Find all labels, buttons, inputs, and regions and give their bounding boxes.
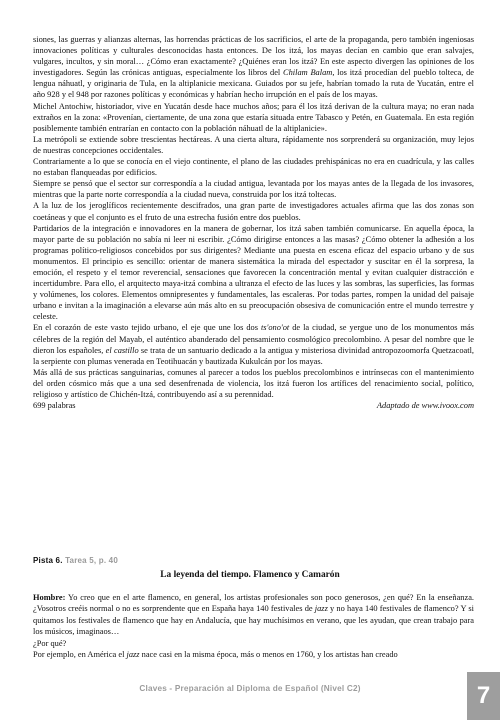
paragraph-7: Partidarios de la integración e innovadores en la manera de gobernar, los itzá saben también comunicarse. En aquella época, la mayor parte de su población no sabía ni leer ni escribir. ¿Cómo dirigirse entonces a las masas? ¿Cómo obtener la adhesión a los programas político-religiosos concebidos por sus dirigentes? Mediante una puesta en escena eficaz del espacio urbano y de sus monumentos. El principio es sencillo: orientar de manera sistemática la mirada del espectador y suscitar en él la sorpresa, la emoción, el respeto y el temor reverencial, sensaciones que favorecen la concentración mental y evitan cualquier distracción e incertidumbre. Para ello, el arquitecto maya-itzá combina a ultranza el efecto de las luces y las sombras, las superficies, las formas y volúmenes, los colores. Elementos omnipresentes y fundamentales, las escaleras. Por todas partes, rompen la unidad del paisaje urbano e invitan a la imaginación a elevarse aún más alto en su preocupación obsesiva de comunicación entre el mundo terrestre y celeste. — [33, 223, 474, 322]
page-number: 7 — [476, 682, 491, 709]
track-heading — [33, 556, 118, 565]
paragraph-6: A la luz de los jeroglíficos recientemente descifrados, una gran parte de investigadores actuales afirma que las dos zonas son coetáneas y que el conjunto es el fruto de una estrecha fusión entre dos pueblos. — [33, 201, 474, 222]
page-footer: Claves - Preparación al Diploma de Español (Nivel C2) — [139, 684, 361, 693]
paragraph-2: Michel Antochiw, historiador, vive en Yucatán desde hace muchos años; para él los itzá derivan de la cultura maya; no eran nada extraños en la zona: «Provenían, ciertamente, de una zona que estaría situada entre Tabasco y Petén, en Guatemala. En esta región posiblemente también entrarían en contacto con la población náhuatl de la altiplanicie». — [33, 101, 474, 133]
speaker-label: Hombre: — [33, 593, 66, 602]
dialog-text: Yo creo que en el arte flamenco, en general, los artistas profesionales son poco generosos, ¿en qué? En la enseñanza. ¿Vosotros creéis normal o no es sorprendente que en España haya 140 festivales de jazz y no haya 140 festivales de flamenco? Y si quitamos los festivales de flamenco que hay en Andalucía, que hay muchísimos en verano, que les ayudan, que crean trabajo para los músicos, imaginaos… — [33, 593, 474, 637]
source-credit: Adaptado de www.ivoox.com — [376, 401, 474, 411]
track-reference: Tarea 5, p. 40 — [65, 556, 118, 565]
track-label: Pista 6. — [33, 556, 63, 565]
dialog-line — [33, 649, 474, 660]
dialog-text: Por ejemplo, en América el jazz nace casi en la misma época, más o menos en 1760, y los artistas han creado — [33, 650, 398, 660]
article-footer — [33, 400, 474, 411]
paragraph-8: En el corazón de este vasto tejido urbano, el eje que une los dos ts'ono'ot de la ciudad, se yergue uno de los monumentos más célebres de la región del Mayab, el auténtico abanderado del pensamiento cosmológico precolombino. A pesar del nombre que le dieron los españoles, el castillo se trata de un santuario dedicado a la antigua y misteriosa divinidad antropozoomorfa Quetzacoatl, la serpiente con plumas venerada en Teotihuacán y bautizada Kukulcán por los mayas. — [33, 323, 474, 366]
word-count: 699 palabras — [33, 401, 76, 411]
transcript — [33, 592, 474, 660]
dialog-text: ¿Por qué? — [33, 638, 67, 648]
article-body — [33, 34, 474, 411]
dialog-line — [33, 638, 474, 649]
dialog-line — [33, 592, 474, 638]
paragraph-5: Siempre se pensó que el sector sur correspondía a la ciudad antigua, levantada por los mayas antes de la llegada de los invasores, mientras que la parte norte correspondía a la ciudad nueva, construida por los itzá toltecas. — [33, 179, 474, 200]
paragraph-9: Más allá de sus prácticas sanguinarias, comunes al parecer a todos los pueblos precolombinos e intrínsecas con el mantenimiento del orden cósmico más que a una sed desenfrenada de violencia, los itzá fueron los artífices del renacimiento social, político, religioso y artístico de Chichén-Itzá, contribuyendo así a su perennidad. — [33, 367, 474, 399]
paragraph-3: La metrópoli se extiende sobre trescientas hectáreas. A una cierta altura, rápidamente nos sorprenderá su organización, muy lejos de nuestras concepciones occidentales. — [33, 134, 474, 155]
paragraph-1: siones, las guerras y alianzas alternas, las horrendas prácticas de los sacrificios, el arte de la propaganda, pero también ingeniosas innovaciones políticas y culturales desconocidas hasta entonces. De los itzá, los mayas decían en cambio que eran salvajes, vulgares, incultos, y sin moral… ¿Cómo eran exactamente? ¿Quiénes eran los itzá? En este aspecto divergen las opiniones de los investigadores. Según las crónicas antiguas, especialmente los libros del Chilam Balam, los itzá procedían del pueblo tolteca, de lengua náhuatl, y originaria de Tula, en la altiplanicie mexicana. Guiados por su jefe, habrían tomado la ruta de Yucatán, entre el año 928 y el 948 por razones políticas y económicas y habrían hecho irrupción en el país de los mayas. — [33, 35, 474, 100]
section-title: La leyenda del tiempo. Flamenco y Camarón — [160, 570, 340, 580]
paragraph-4: Contrariamente a lo que se conocía en el viejo continente, el plano de las ciudades prehispánicas no era en cuadrícula, y las calles no estaban flanqueadas por edificios. — [33, 157, 474, 178]
page-number-box — [467, 672, 500, 720]
